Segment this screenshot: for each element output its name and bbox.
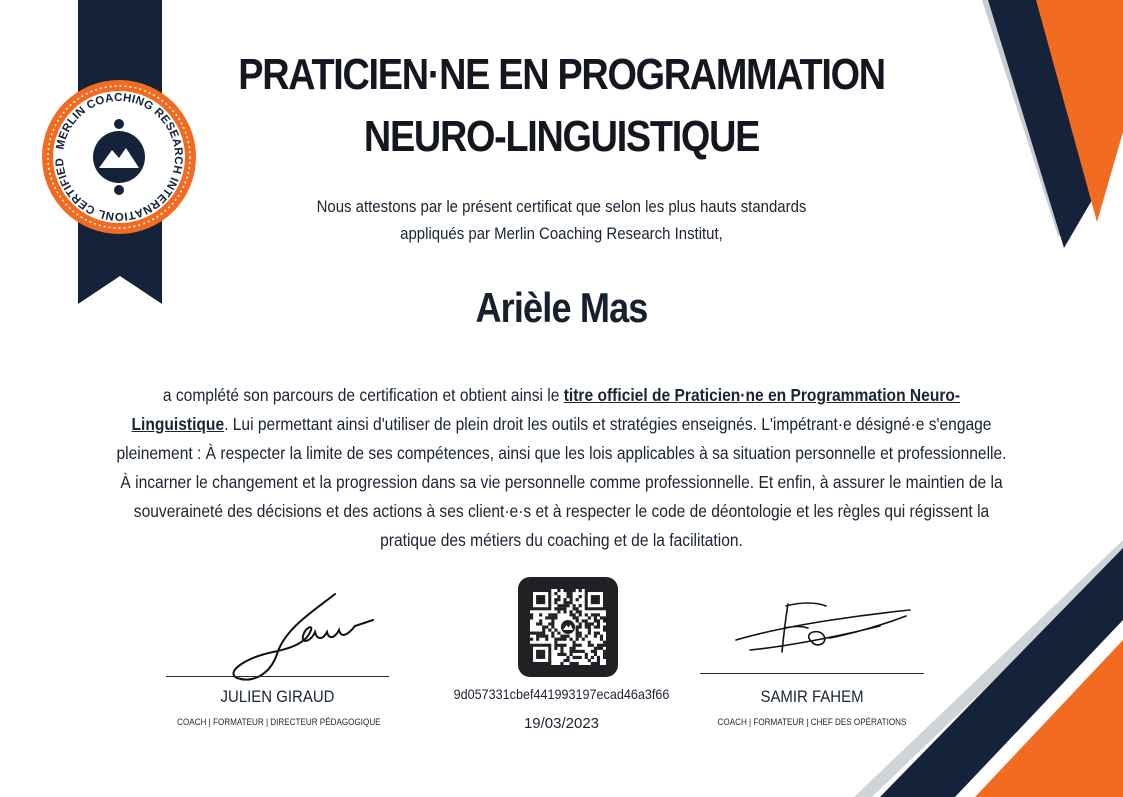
qr-code-icon bbox=[518, 577, 618, 677]
certificate-title bbox=[208, 44, 916, 168]
official-title-highlight: titre officiel de Praticien·ne en Programmation Neuro-Linguistique bbox=[131, 385, 961, 434]
intro-line-2: appliqués par Merlin Coaching Research Institut, bbox=[400, 224, 723, 243]
intro-line-1: Nous attestons par le présent certificat que selon les plus hauts standards bbox=[316, 197, 807, 216]
intro-text bbox=[243, 193, 879, 247]
title-line-2: NEURO-LINGUISTIQUE bbox=[363, 112, 760, 161]
signatory-name: JULIEN GIRAUD bbox=[220, 687, 335, 706]
statement-intro: a complété son parcours de certification et obtient ainsi le bbox=[162, 385, 564, 405]
signatory-right bbox=[700, 686, 924, 728]
title-line-1: PRATICIEN·NE EN PROGRAMMATION bbox=[238, 50, 885, 99]
signature-line-left bbox=[166, 676, 389, 677]
certified-seal bbox=[40, 78, 198, 236]
statement-commitments: . Lui permettant ainsi d'utiliser de plein droit les outils et stratégies enseignés. L'impétrant·e désigné·e s'engage pleinement : À respecter la limite de ses compétences, ainsi que les lois applicables à sa situation personnelle et professionnelle. À incarner le changement et la progression dans sa vie personnelle comme professionnelle. Et enfin, à assurer le maintien de la souveraineté des décisions et des actions à ses client·e·s et à respecter le code de déontologie et les règles qui régissent la pratique des métiers du coaching et de la facilitation. bbox=[116, 414, 1007, 550]
signature-julien-giraud bbox=[215, 588, 385, 688]
signature-samir-fahem bbox=[730, 596, 920, 676]
issue-date: 19/03/2023 bbox=[523, 715, 600, 732]
certification-statement bbox=[115, 381, 1008, 555]
signatory-name: SAMIR FAHEM bbox=[760, 687, 864, 706]
verification-code: 9d057331cbef441993197ecad46a3f66 bbox=[453, 686, 670, 702]
signatory-role: COACH | FORMATEUR | DIRECTEUR PÉDAGOGIQUE bbox=[177, 717, 381, 727]
seal-text: MERLIN COACHING RESEARCH INTERNATIONL CERTIFIED bbox=[53, 91, 185, 223]
recipient-name: Arièle Mas bbox=[475, 284, 648, 331]
signatory-role: COACH | FORMATEUR | CHEF DES OPÉRATIONS bbox=[717, 717, 907, 727]
signature-line-right bbox=[700, 673, 924, 674]
signatory-left bbox=[166, 686, 389, 728]
